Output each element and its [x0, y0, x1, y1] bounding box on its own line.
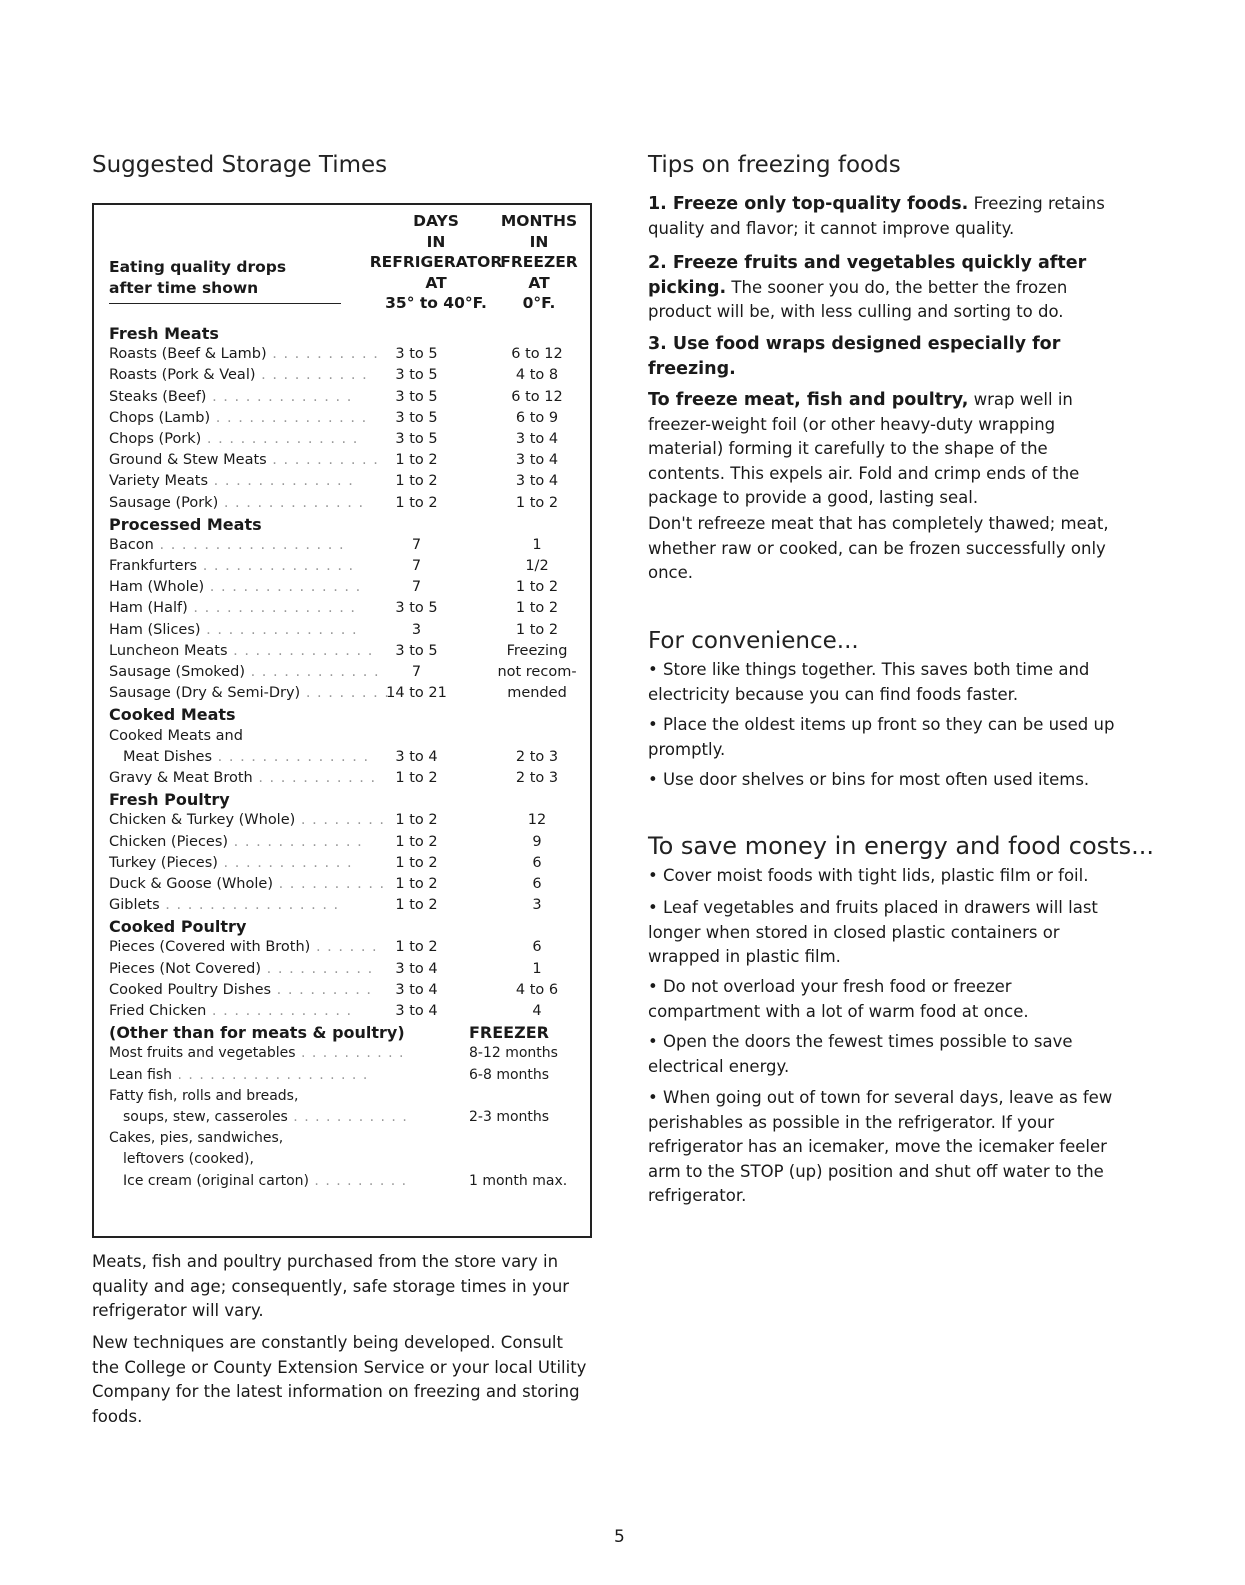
- food-name-text: Variety Meats: [109, 473, 209, 490]
- category-heading: [94, 704, 590, 725]
- food-name: [109, 598, 356, 619]
- food-name: [109, 577, 361, 598]
- table-row: [94, 1128, 590, 1149]
- food-name: [109, 683, 390, 704]
- food-name: [109, 1107, 408, 1128]
- food-name: [109, 959, 373, 980]
- tip-paragraph: 1. Freeze only top-quality foods. Freezing retains quality and flavor; it cannot improve quality.: [648, 194, 1105, 238]
- leader-dots: . . . . . . . . . .: [266, 346, 379, 363]
- food-name-text: Cooked Meats: [109, 705, 236, 725]
- food-name-text: Processed Meats: [109, 514, 262, 534]
- refrigerator-days: 3 to 4: [395, 1003, 438, 1019]
- table-row: [94, 620, 590, 641]
- freezer-months: 6 to 12: [511, 388, 563, 405]
- food-name-text: Cooked Meats and: [109, 727, 243, 744]
- table-row: [94, 493, 590, 514]
- refrigerator-days: 3 to 4: [395, 748, 438, 765]
- food-name: [109, 429, 358, 450]
- food-name: [109, 1149, 254, 1170]
- food-name: [109, 450, 379, 471]
- leader-dots: . . . . . . . . .: [271, 981, 373, 998]
- food-name-text: Luncheon Meats: [109, 642, 228, 659]
- food-name: [109, 704, 236, 725]
- refrigerator-days: 3 to 5: [395, 600, 438, 617]
- refrigerator-days: 1 to 2: [395, 833, 438, 850]
- freezer-months: 6: [532, 939, 542, 956]
- column-header-line: IN: [529, 232, 549, 251]
- freezer-time: 6-8 months: [469, 1066, 550, 1083]
- food-name-text: Frankfurters: [109, 558, 198, 575]
- food-name-text: Chops (Pork): [109, 430, 202, 447]
- leader-dots: . . . . . . . . . . . . . . . .: [159, 897, 340, 914]
- refrigerator-days: 3 to 4: [395, 960, 438, 977]
- food-name-text: Fresh Poultry: [109, 790, 230, 810]
- food-name-text: Meat Dishes: [123, 748, 213, 765]
- food-name-text: Cooked Poultry Dishes: [109, 981, 272, 998]
- column-header-line: DAYS: [413, 212, 459, 230]
- convenience-item: • Place the oldest items up front so they can be used up promptly.: [648, 715, 1115, 759]
- column-header-line: FREEZER: [500, 253, 578, 271]
- table-row: [94, 365, 590, 386]
- food-name-text: Turkey (Pieces): [109, 854, 218, 871]
- refrigerator-days: 1 to 2: [395, 473, 438, 490]
- food-name: [109, 937, 378, 958]
- freezer-months: not recom-: [497, 664, 577, 680]
- food-name-text: Chops (Lamb): [109, 409, 211, 426]
- leader-dots: . . . . . . . . . .: [272, 875, 386, 892]
- table-row: [94, 683, 590, 704]
- table-row: [94, 1171, 590, 1192]
- leader-dots: . . . . . . . . . . . . .: [206, 1003, 353, 1019]
- food-name: [109, 365, 368, 386]
- food-name: [109, 789, 230, 810]
- leader-dots: . . . . . . . . . . . . .: [227, 642, 374, 659]
- food-name: [109, 556, 354, 577]
- food-name: [109, 1001, 352, 1022]
- food-name-text: Ham (Whole): [109, 579, 205, 596]
- freezer-months: 2 to 3: [515, 748, 559, 765]
- category-heading: [94, 1022, 590, 1043]
- leader-dots: . . . . . . . .: [295, 812, 386, 829]
- food-name-text: Fresh Meats: [109, 324, 219, 343]
- leader-dots: . . . . . .: [310, 939, 378, 956]
- months-column-header: [489, 211, 589, 314]
- storage-rows: [94, 323, 590, 1192]
- save-money-item: • Leaf vegetables and fruits placed in drawers will last longer when stored in closed plastic containers or wrapped in plastic film.: [648, 898, 1098, 966]
- leader-dots: . . . . . . . . . . . . .: [208, 473, 354, 490]
- storage-times-title: Suggested Storage Times: [92, 152, 388, 178]
- leader-dots: . . . . . . . . . .: [266, 452, 379, 469]
- refrigerator-days: 3 to 5: [395, 367, 438, 384]
- food-name: [109, 916, 246, 937]
- food-name: [109, 535, 345, 556]
- eating-quality-label: [109, 257, 286, 299]
- leader-dots: . . . . . . . . . . . . .: [218, 494, 365, 511]
- freezer-months: 4 to 8: [515, 367, 559, 384]
- leader-dots: . . . . . . . . . . .: [252, 769, 377, 786]
- table-row: [94, 1086, 590, 1107]
- freezer-months: 6 to 9: [515, 409, 559, 426]
- leader-dots: . . . . . . . . . . . .: [228, 833, 363, 850]
- freezer-months: 6 to 12: [511, 346, 563, 363]
- food-name-text: Lean fish: [109, 1066, 173, 1083]
- column-header-line: REFRIGERATOR: [369, 253, 503, 271]
- category-heading: [94, 789, 590, 810]
- food-name: [109, 874, 385, 895]
- leader-dots: . . . . . . . .: [300, 685, 390, 702]
- freezer-months: 4 to 6: [515, 981, 559, 998]
- freezer-months: 12: [527, 812, 547, 829]
- category-heading: [94, 323, 590, 344]
- table-row: [94, 1043, 590, 1064]
- freezer-time: 1 month max.: [469, 1172, 568, 1189]
- eating-quality-line: after time shown: [109, 279, 259, 297]
- food-name-text: Steaks (Beef): [109, 388, 207, 405]
- food-name-text: Ham (Slices): [109, 621, 201, 638]
- category-heading: [94, 916, 590, 937]
- food-name: [109, 895, 339, 916]
- leader-dots: . . . . . . . . . . . . . .: [197, 558, 355, 575]
- food-name-text: Ham (Half): [109, 600, 188, 617]
- convenience-item: • Store like things together. This saves both time and electricity because you can find foods faster.: [648, 660, 1090, 704]
- food-name-text: Cooked Poultry: [109, 917, 247, 937]
- freezer-months: 3: [532, 897, 542, 914]
- header-rule: [109, 303, 341, 304]
- freezer-months: 3 to 4: [515, 452, 559, 469]
- column-header-line: MONTHS: [500, 212, 578, 230]
- leader-dots: . . . . . . . . . . . . . . . . .: [153, 536, 345, 553]
- food-name-text: Pieces (Covered with Broth): [109, 939, 311, 956]
- food-name-text: Roasts (Pork & Veal): [109, 367, 256, 384]
- food-name: [109, 641, 373, 662]
- freezer-months: 4: [532, 1003, 542, 1019]
- food-name-text: leftovers (cooked),: [123, 1151, 254, 1168]
- freezer-months: 6: [532, 854, 542, 871]
- freezer-months: 1/2: [525, 558, 549, 575]
- table-row: [94, 726, 590, 747]
- table-row: [94, 535, 590, 556]
- table-row: [94, 980, 590, 1001]
- tip-paragraph: 2. Freeze fruits and vegetables quickly after picking. The sooner you do, the better the frozen product will be, with less culling and sorting to do.: [648, 253, 1087, 321]
- food-name-text: Roasts (Beef & Lamb): [109, 346, 267, 363]
- freezer-months: 2 to 3: [515, 769, 559, 786]
- table-row: [94, 1065, 590, 1086]
- refrigerator-days: 1 to 2: [395, 452, 438, 469]
- tip-paragraph: Don't refreeze meat that has completely thawed; meat, whether raw or cooked, can be frozen successfully only once.: [648, 514, 1109, 582]
- table-row: [94, 1001, 590, 1022]
- food-name: (Other than for meats & poultry): [109, 1023, 405, 1043]
- table-row: [94, 747, 590, 768]
- food-name: [109, 1171, 407, 1192]
- refrigerator-days: 3 to 5: [395, 388, 438, 405]
- food-name: [109, 344, 379, 365]
- food-name-text: Bacon: [109, 536, 154, 553]
- food-name: [109, 408, 367, 429]
- leader-dots: . . . . . . . . . .: [261, 960, 374, 977]
- table-row: [94, 641, 590, 662]
- storage-table: [92, 203, 592, 1238]
- table-row: [94, 895, 590, 916]
- refrigerator-days: 3 to 5: [395, 642, 438, 659]
- food-name: [109, 1086, 298, 1107]
- freezer-time: 8-12 months: [469, 1045, 558, 1062]
- column-header-line: IN: [426, 232, 446, 251]
- table-row: [94, 1107, 590, 1128]
- leader-dots: . . . . . . . . . .: [295, 1045, 405, 1062]
- refrigerator-days: 7: [411, 558, 422, 575]
- food-name-text: Chicken & Turkey (Whole): [109, 812, 296, 829]
- page-number: 5: [614, 1527, 625, 1547]
- table-row: [94, 408, 590, 429]
- eating-quality-line: Eating quality drops: [109, 258, 287, 276]
- table-row: [94, 853, 590, 874]
- freezer-months: 6: [532, 875, 542, 892]
- leader-dots: . . . . . . . . . . . . .: [206, 388, 353, 405]
- category-heading: [94, 514, 590, 535]
- save-money-item: • Do not overload your fresh food or freezer compartment with a lot of warm food at once.: [648, 977, 1029, 1021]
- column-header-line: AT: [528, 273, 550, 292]
- food-name: [109, 832, 363, 853]
- table-row: [94, 471, 590, 492]
- food-name-text: Ground & Stew Meats: [109, 452, 267, 469]
- food-name-text: Chicken (Pieces): [109, 833, 229, 850]
- leader-dots: . . . . . . . . . . . . . .: [201, 430, 359, 447]
- leader-dots: . . . . . . . . . . . .: [217, 854, 353, 871]
- freezer-months: 1 to 2: [515, 621, 559, 638]
- food-name-text: Duck & Goose (Whole): [109, 875, 273, 892]
- food-name-text: soups, stew, casseroles: [123, 1108, 288, 1125]
- food-name: [109, 747, 369, 768]
- freezer-months: 1 to 2: [515, 494, 559, 511]
- leader-dots: . . . . . . . . . . .: [287, 1108, 408, 1125]
- leader-dots: . . . . . . . . .: [308, 1172, 408, 1189]
- column-header-line: 0°F.: [522, 294, 556, 312]
- food-name-text: Giblets: [109, 897, 160, 914]
- food-name-text: Fatty fish, rolls and breads,: [109, 1087, 299, 1104]
- tips-title: Tips on freezing foods: [648, 152, 901, 178]
- food-name-text: Most fruits and vegetables: [109, 1045, 296, 1062]
- refrigerator-days: 1 to 2: [395, 897, 438, 914]
- freezer-months: Freezing: [506, 642, 568, 659]
- food-name: [109, 514, 262, 535]
- freezer-months: mended: [507, 685, 567, 702]
- freezer-months: 9: [532, 833, 542, 850]
- table-row: [94, 429, 590, 450]
- freezer-months: 3 to 4: [515, 473, 559, 490]
- refrigerator-days: 7: [411, 664, 422, 680]
- leader-dots: . . . . . . . . . . . . . . .: [187, 600, 357, 617]
- food-name: [109, 980, 372, 1001]
- column-header-line: 35° to 40°F.: [385, 294, 487, 312]
- refrigerator-days: 14 to 21: [386, 685, 447, 702]
- save-money-item: • When going out of town for several days, leave as few perishables as possible in the refrigerator. If your refrigerator has an icemaker, move the icemaker feeler arm to the STOP (up) position and shut off water to the refrigerator.: [648, 1088, 1113, 1205]
- refrigerator-days: 7: [411, 579, 422, 596]
- table-row: [94, 662, 590, 683]
- table-row: [94, 577, 590, 598]
- food-name-text: Ice cream (original carton): [123, 1172, 309, 1189]
- refrigerator-days: 3 to 5: [395, 409, 438, 426]
- table-row: [94, 959, 590, 980]
- tip-paragraph: To freeze meat, fish and poultry, wrap well in freezer-weight foil (or other heavy-duty wrapping material) forming it carefully to the shape of the contents. This expels air. Fold and crimp ends of the package to provide a good, lasting seal.: [648, 390, 1080, 507]
- food-name: [109, 471, 354, 492]
- convenience-title: For convenience...: [648, 628, 859, 654]
- convenience-item: • Use door shelves or bins for most often used items.: [648, 770, 1090, 789]
- save-money-item: • Open the doors the fewest times possible to save electrical energy.: [648, 1032, 1073, 1076]
- refrigerator-days: 1 to 2: [395, 494, 438, 511]
- table-row: [94, 387, 590, 408]
- food-name-text: Fried Chicken: [109, 1003, 207, 1019]
- refrigerator-days: 1 to 2: [395, 875, 438, 892]
- save-money-title: To save money in energy and food costs...: [648, 832, 1154, 860]
- food-name-text: Sausage (Smoked): [109, 664, 245, 680]
- food-name: [109, 387, 352, 408]
- food-name-text: Cakes, pies, sandwiches,: [109, 1130, 284, 1147]
- food-name: [109, 323, 219, 344]
- refrigerator-days: 1 to 2: [395, 854, 438, 871]
- leader-dots: . . . . . . . . . . . . . .: [200, 621, 358, 638]
- freezer-months: 1 to 2: [515, 600, 559, 617]
- column-header-line: AT: [425, 273, 447, 292]
- leader-dots: . . . . . . . . . . . . . .: [210, 409, 368, 426]
- save-money-item: • Cover moist foods with tight lids, plastic film or foil.: [648, 866, 1089, 885]
- freezer-months: 1 to 2: [515, 579, 559, 596]
- refrigerator-days: 3 to 5: [395, 430, 438, 447]
- freezer-months: 1: [532, 536, 542, 553]
- refrigerator-days: 1 to 2: [395, 812, 438, 829]
- leader-dots: . . . . . . . . . . . . . .: [204, 579, 362, 596]
- table-row: [94, 832, 590, 853]
- tip-paragraph: 3. Use food wraps designed especially for freezing.: [648, 334, 1061, 379]
- leader-dots: . . . . . . . . . .: [255, 367, 368, 384]
- food-name: [109, 1128, 283, 1149]
- food-name: [109, 853, 353, 874]
- freezer-months: 1: [532, 960, 542, 977]
- food-name: [109, 1065, 368, 1086]
- table-row: [94, 810, 590, 831]
- refrigerator-days: 3: [411, 621, 422, 638]
- storage-note: Meats, fish and poultry purchased from the store vary in quality and age; consequently, safe storage times in your refrigerator will vary.: [92, 1252, 570, 1320]
- food-name: [109, 493, 364, 514]
- food-name-text: Gravy & Meat Broth: [109, 769, 253, 786]
- refrigerator-days: 1 to 2: [395, 939, 438, 956]
- table-row: [94, 344, 590, 365]
- leader-dots: . . . . . . . . . . . . . . . . . .: [172, 1066, 369, 1083]
- table-row: [94, 768, 590, 789]
- refrigerator-days: 7: [411, 536, 422, 553]
- refrigerator-days: 3 to 4: [395, 981, 438, 998]
- food-name: [109, 726, 243, 747]
- refrigerator-days: 3 to 5: [395, 346, 438, 363]
- food-name: [109, 768, 376, 789]
- food-name: [109, 1043, 405, 1064]
- leader-dots: . . . . . . . . . . . .: [244, 664, 380, 680]
- table-row: [94, 874, 590, 895]
- table-row: [94, 1149, 590, 1170]
- food-name: [109, 662, 380, 683]
- techniques-note: New techniques are constantly being developed. Consult the College or County Extension Service or your local Utility Company for the latest information on freezing and storing foods.: [92, 1333, 587, 1426]
- leader-dots: . . . . . . . . . . . . . .: [212, 748, 370, 765]
- table-row: [94, 450, 590, 471]
- freezer-time: 2-3 months: [469, 1108, 550, 1125]
- freezer-header: FREEZER: [469, 1023, 549, 1043]
- table-row: [94, 598, 590, 619]
- food-name-text: Sausage (Pork): [109, 494, 219, 511]
- table-row: [94, 937, 590, 958]
- food-name-text: Pieces (Not Covered): [109, 960, 262, 977]
- food-name: [109, 620, 358, 641]
- table-row: [94, 556, 590, 577]
- food-name: [109, 810, 385, 831]
- food-name-text: Sausage (Dry & Semi-Dry): [109, 685, 301, 702]
- freezer-months: 3 to 4: [515, 430, 559, 447]
- refrigerator-days: 1 to 2: [395, 769, 438, 786]
